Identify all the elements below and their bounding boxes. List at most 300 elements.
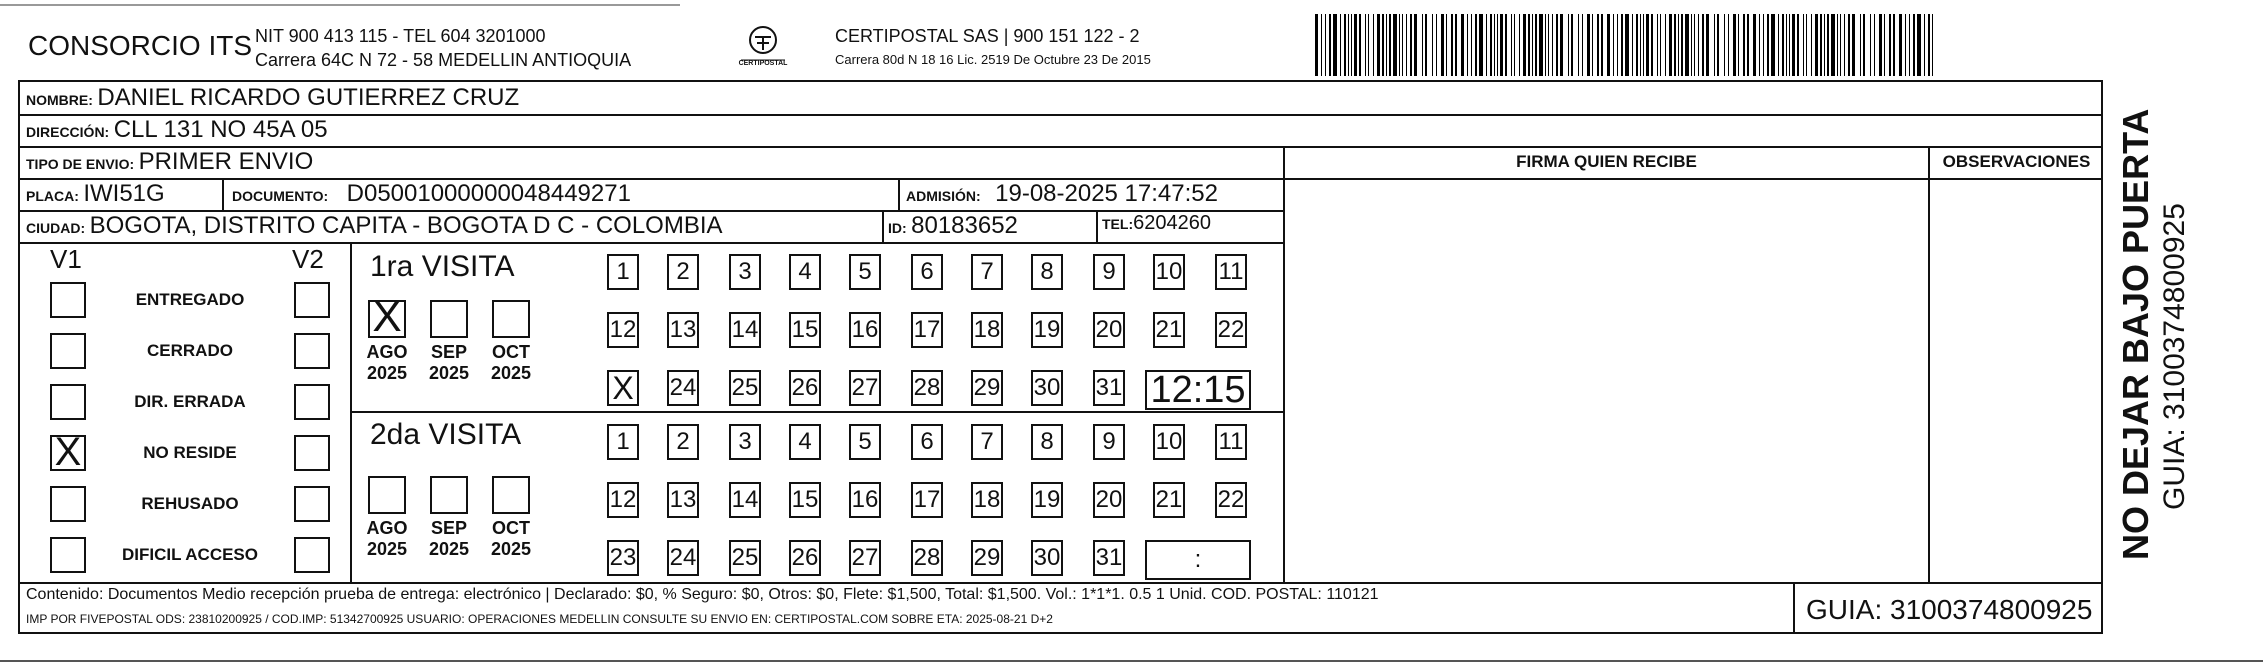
barcode-bar — [1389, 14, 1391, 76]
barcode-bar — [1321, 14, 1322, 76]
barcode-bar — [1685, 14, 1689, 76]
barcode-bar — [1913, 14, 1915, 76]
second-visit-month-sep[interactable] — [430, 476, 468, 514]
second-visit-day[interactable]: 17 — [911, 482, 943, 518]
barcode-bar — [1640, 14, 1641, 76]
barcode-bar — [1852, 14, 1855, 76]
first-visit-time[interactable]: 12:15 — [1145, 370, 1251, 410]
carrier-line-2: Carrera 80d N 18 16 Lic. 2519 De Octubre 23 De 2015 — [835, 52, 1151, 67]
first-visit-day[interactable]: 15 — [789, 312, 821, 348]
first-visit-day[interactable]: 25 — [729, 370, 761, 406]
first-visit-day[interactable]: 19 — [1031, 312, 1063, 348]
second-visit-day[interactable]: 3 — [729, 424, 761, 460]
barcode-bar — [1582, 14, 1583, 76]
tel-label: TEL: — [1102, 216, 1134, 232]
barcode-bar — [1348, 14, 1349, 76]
second-visit-day[interactable]: 16 — [849, 482, 881, 518]
direccion-label: DIRECCIÓN: — [26, 124, 110, 140]
barcode-bar — [1636, 14, 1638, 76]
barcode-bar — [1568, 14, 1569, 76]
v2-checkbox-entregado[interactable] — [294, 282, 330, 318]
barcode-bar — [1514, 14, 1515, 76]
status-label-entregado: ENTREGADO — [135, 290, 245, 309]
barcode-bar — [1893, 14, 1895, 76]
barcode-bar — [1560, 14, 1563, 76]
second-visit-day[interactable]: 12 — [607, 482, 639, 518]
barcode-bar — [1917, 14, 1921, 76]
first-visit-day[interactable]: 13 — [667, 312, 699, 348]
barcode-bar — [1535, 14, 1537, 76]
v1-checkbox-no-reside[interactable] — [50, 430, 86, 474]
tipo-envio-value: PRIMER ENVIO — [138, 148, 314, 175]
direccion-value: CLL 131 NO 45A 05 — [113, 116, 328, 143]
first-visit-year-label: 2025 — [366, 363, 408, 383]
barcode-bar — [1578, 14, 1579, 76]
barcode-bar — [1870, 14, 1871, 76]
barcode-bar — [1432, 14, 1433, 76]
status-label-no-reside: NO RESIDE — [143, 443, 237, 462]
carrier-line-1: CERTIPOSTAL SAS | 900 151 122 - 2 — [835, 26, 1140, 46]
barcode-bar — [1625, 14, 1629, 76]
barcode-bar — [1436, 14, 1437, 76]
barcode-bar — [1863, 14, 1865, 76]
first-visit-day[interactable]: 21 — [1153, 312, 1185, 348]
footer-line-1: Contenido: Documentos Medio recepción prueba de entrega: electrónico | Declarado: $0, % Seguro: $0, Otros: $0, Flete: $1,500, Total: $1,500. Vol.: 1*1*1. 0.5 1 Unid. COD. POSTAL: 110121 — [26, 586, 1379, 603]
second-visit-month-ago[interactable] — [368, 476, 406, 514]
first-visit-day[interactable]: 3 — [729, 254, 761, 290]
second-visit-month-label: SEP — [430, 518, 468, 538]
barcode-bar — [1621, 14, 1623, 76]
barcode-bar — [1532, 14, 1533, 76]
documento-label: DOCUMENTO: — [232, 188, 329, 204]
second-visit-time[interactable]: : — [1145, 540, 1251, 580]
first-visit-day[interactable]: 6 — [911, 254, 943, 290]
barcode-bar — [1329, 14, 1331, 76]
barcode-bar — [1792, 14, 1795, 76]
barcode-bar — [1803, 14, 1804, 76]
v2-header: V2 — [292, 244, 324, 274]
barcode-bar — [1782, 14, 1784, 76]
first-visit-day[interactable]: 11 — [1215, 254, 1247, 290]
first-visit-day[interactable]: 16 — [849, 312, 881, 348]
barcode-bar — [1844, 14, 1845, 76]
second-visit-day[interactable]: 13 — [667, 482, 699, 518]
second-visit-month-oct[interactable] — [492, 476, 530, 514]
barcode-bar — [1657, 14, 1658, 76]
barcode-bar — [1467, 14, 1468, 76]
first-visit-day[interactable]: 24 — [667, 370, 699, 406]
barcode-bar — [1789, 14, 1790, 76]
barcode-bar — [1932, 14, 1933, 76]
company-line-2: Carrera 64C N 72 - 58 MEDELLIN ANTIOQUIA — [255, 50, 632, 70]
second-visit-day[interactable]: 18 — [971, 482, 1003, 518]
barcode-bar — [1494, 14, 1495, 76]
admision-divider — [898, 178, 900, 210]
v2-checkbox-dir-errada[interactable] — [294, 384, 330, 420]
first-visit-day[interactable]: 4 — [789, 254, 821, 290]
first-visit-day[interactable]: 31 — [1093, 370, 1125, 406]
barcode-bar — [1393, 14, 1397, 76]
first-visit-day[interactable]: X — [607, 370, 639, 406]
barcode-bar — [1425, 14, 1427, 76]
barcode-bar — [1497, 14, 1498, 76]
first-visit-day[interactable]: 2 — [667, 254, 699, 290]
barcode-bar — [1354, 14, 1357, 76]
first-visit-day[interactable]: 28 — [911, 370, 943, 406]
barcode-bar — [1763, 14, 1764, 76]
barcode-bar — [1714, 14, 1715, 76]
barcode-bar — [1706, 14, 1709, 76]
top-dash-line — [0, 4, 680, 6]
tel-value: 6204260 — [1133, 212, 1211, 234]
barcode-bar — [1410, 14, 1412, 76]
barcode-bar — [1344, 14, 1346, 76]
placa-divider — [222, 178, 224, 210]
barcode-bar — [1724, 14, 1725, 76]
barcode-bar — [1674, 14, 1676, 76]
first-visit-month-label: AGO — [366, 342, 408, 362]
status-label-rehusado: REHUSADO — [141, 494, 239, 513]
row-line-1 — [18, 114, 2103, 116]
barcode-bar — [1928, 14, 1930, 76]
side-text — [2114, 90, 2192, 560]
barcode-bar — [1325, 14, 1326, 76]
first-visit-title: 1ra VISITA — [370, 250, 515, 283]
barcode-bar — [1860, 14, 1861, 76]
first-visit-day[interactable]: 29 — [971, 370, 1003, 406]
first-visit-day[interactable]: 10 — [1153, 254, 1185, 290]
barcode-bar — [1461, 14, 1464, 76]
guia-barcode — [1315, 14, 1953, 76]
second-visit-day[interactable]: 20 — [1093, 482, 1125, 518]
second-visit-day[interactable]: 30 — [1031, 540, 1063, 576]
barcode-bar — [1884, 14, 1885, 76]
barcode-bar — [1365, 14, 1366, 76]
barcode-bar — [1315, 14, 1318, 76]
status-label-dir-errada: DIR. ERRADA — [134, 392, 246, 411]
second-visit-month-label: OCT — [492, 518, 530, 538]
first-visit-day[interactable]: 22 — [1215, 312, 1247, 348]
second-visit-title: 2da VISITA — [370, 418, 522, 451]
second-visit-day[interactable]: 6 — [911, 424, 943, 460]
admision-label: ADMISIÓN: — [906, 188, 981, 204]
barcode-bar — [1728, 14, 1729, 76]
visit-divider — [350, 411, 1283, 413]
v1-mark: X — [54, 430, 82, 474]
first-visit-day[interactable]: 14 — [729, 312, 761, 348]
second-visit-month-label: AGO — [366, 518, 408, 538]
side-guia: GUIA: 3100374800925 — [2158, 203, 2191, 510]
barcode-bar — [1651, 14, 1653, 76]
tipo-envio-row — [26, 148, 313, 176]
barcode-bar — [1694, 14, 1695, 76]
barcode-bar — [1702, 14, 1704, 76]
status-label-dificil-acceso: DIFICIL ACCESO — [121, 545, 258, 564]
second-visit-day[interactable]: 19 — [1031, 482, 1063, 518]
barcode-bar — [1717, 14, 1719, 76]
ciudad-value: BOGOTA, DISTRITO CAPITA - BOGOTA D C - COLOMBIA — [89, 212, 723, 239]
barcode-bar — [1511, 14, 1512, 76]
barcode-bar — [1377, 14, 1380, 76]
barcode-bar — [1500, 14, 1503, 76]
second-visit-year-label: 2025 — [490, 539, 532, 559]
observaciones-left-border — [1928, 146, 1930, 582]
barcode-bar — [1646, 14, 1649, 76]
v1-checkbox-cerrado[interactable] — [50, 333, 86, 369]
barcode-bar — [1446, 14, 1447, 76]
first-visit-day[interactable]: 27 — [849, 370, 881, 406]
status-label-cerrado: CERRADO — [147, 341, 233, 360]
barcode-bar — [1587, 14, 1590, 76]
second-visit-year-label: 2025 — [428, 539, 470, 559]
first-visit-year-label: 2025 — [428, 363, 470, 383]
barcode-bar — [1643, 14, 1644, 76]
second-visit-day[interactable]: 2 — [667, 424, 699, 460]
barcode-bar — [1597, 14, 1599, 76]
v2-checkbox-no-reside[interactable] — [294, 435, 330, 471]
v1-checkbox-dificil-acceso[interactable] — [50, 537, 86, 573]
second-visit-day[interactable]: 5 — [849, 424, 881, 460]
nombre-value: DANIEL RICARDO GUTIERREZ CRUZ — [97, 84, 520, 111]
ciudad-label: CIUDAD: — [26, 220, 86, 236]
documento-row — [232, 180, 631, 208]
barcode-bar — [1519, 14, 1520, 76]
barcode-bar — [1607, 14, 1610, 76]
first-visit-year-label: 2025 — [490, 363, 532, 383]
direccion-row — [26, 116, 328, 144]
first-visit-month-sep[interactable] — [430, 300, 468, 338]
first-visit-month-ago[interactable] — [368, 292, 406, 341]
tipo-envio-label: TIPO DE ENVIO: — [26, 156, 135, 172]
second-visit-day[interactable]: 23 — [607, 540, 639, 576]
barcode-bar — [1899, 14, 1902, 76]
documento-value: D05001000000048449271 — [346, 180, 631, 207]
observaciones-header: OBSERVACIONES — [1942, 152, 2091, 171]
barcode-bar — [1373, 14, 1374, 76]
second-visit-day[interactable]: 15 — [789, 482, 821, 518]
barcode-bar — [1759, 14, 1760, 76]
barcode-bar — [1486, 14, 1487, 76]
barcode-bar — [1827, 14, 1829, 76]
barcode-bar — [1806, 14, 1807, 76]
company-line-1: NIT 900 413 115 - TEL 604 3201000 — [255, 26, 546, 46]
second-visit-day[interactable]: 10 — [1153, 424, 1185, 460]
second-visit-day[interactable]: 21 — [1153, 482, 1185, 518]
barcode-bar — [1698, 14, 1699, 76]
second-visit-day[interactable]: 26 — [789, 540, 821, 576]
barcode-bar — [1678, 14, 1679, 76]
barcode-bar — [1778, 14, 1779, 76]
first-visit-month-label: OCT — [492, 342, 530, 362]
nombre-row — [26, 84, 519, 112]
barcode-bar — [1617, 14, 1618, 76]
certipostal-logo — [733, 24, 793, 74]
barcode-bar — [1874, 14, 1875, 76]
barcode-bar — [1545, 14, 1546, 76]
barcode-bar — [1471, 14, 1472, 76]
barcode-bar — [1548, 14, 1549, 76]
barcode-bar — [1399, 14, 1400, 76]
barcode-bar — [1523, 14, 1526, 76]
row-line-5 — [18, 242, 1283, 244]
barcode-bar — [1909, 14, 1910, 76]
barcode-bar — [1386, 14, 1387, 76]
barcode-bar — [1811, 14, 1812, 76]
id-row — [888, 212, 1018, 240]
bottom-rule — [0, 660, 2263, 662]
first-visit-day[interactable]: 12 — [607, 312, 639, 348]
footer-guia: GUIA: 3100374800925 — [1806, 594, 2093, 625]
second-visit-day[interactable]: 14 — [729, 482, 761, 518]
first-visit-day[interactable]: 9 — [1093, 254, 1125, 290]
first-visit-day[interactable]: 30 — [1031, 370, 1063, 406]
barcode-bar — [1451, 14, 1453, 76]
barcode-bar — [1831, 14, 1835, 76]
barcode-bar — [1475, 14, 1477, 76]
second-visit-day[interactable]: 25 — [729, 540, 761, 576]
id-value: 80183652 — [911, 212, 1018, 239]
barcode-bar — [1820, 14, 1822, 76]
barcode-bar — [1441, 14, 1444, 76]
second-visit-day[interactable]: 29 — [971, 540, 1003, 576]
barcode-bar — [1592, 14, 1593, 76]
second-visit-year-label: 2025 — [366, 539, 408, 559]
footer-line-2: IMP POR FIVEPOSTAL ODS: 23810200925 / COD.IMP: 51342700925 USUARIO: OPERACIONES MEDELLIN CONSULTE SU ENVIO EN: CERTIPOSTAL.COM SOBRE ETA: 2025-08-21 D+2 — [26, 612, 1053, 626]
barcode-bar — [1924, 14, 1925, 76]
barcode-bar — [1786, 14, 1787, 76]
logo-text: CERTIPOSTAL — [738, 60, 788, 67]
v2-checkbox-dificil-acceso[interactable] — [294, 537, 330, 573]
first-visit-day[interactable]: 8 — [1031, 254, 1063, 290]
barcode-bar — [1691, 14, 1692, 76]
barcode-bar — [1556, 14, 1558, 76]
barcode-bar — [1368, 14, 1369, 76]
barcode-bar — [1601, 14, 1603, 76]
v1-checkbox-entregado[interactable] — [50, 282, 86, 318]
barcode-bar — [1669, 14, 1672, 76]
id-label: ID: — [888, 220, 907, 236]
barcode-bar — [1905, 14, 1906, 76]
barcode-bar — [1767, 14, 1769, 76]
second-visit-day[interactable]: 9 — [1093, 424, 1125, 460]
firma-left-border — [1283, 146, 1285, 582]
first-visit-day[interactable]: 1 — [607, 254, 639, 290]
barcode-bar — [1840, 14, 1841, 76]
second-visit-day[interactable]: 7 — [971, 424, 1003, 460]
barcode-bar — [1848, 14, 1850, 76]
barcode-bar — [1351, 14, 1352, 76]
barcode-bar — [1681, 14, 1683, 76]
first-visit-day[interactable]: 17 — [911, 312, 943, 348]
company-name: CONSORCIO ITS — [28, 30, 253, 61]
barcode-bar — [1815, 14, 1818, 76]
barcode-bar — [1455, 14, 1457, 76]
barcode-bar — [1340, 14, 1341, 76]
placa-value: IWI51G — [83, 180, 165, 207]
v1-checkbox-rehusado[interactable] — [50, 486, 86, 522]
footer-line — [18, 582, 2103, 584]
barcode-bar — [1571, 14, 1573, 76]
barcode-bar — [1479, 14, 1483, 76]
second-visit-day[interactable]: 27 — [849, 540, 881, 576]
tel-row — [1102, 212, 1211, 235]
footer-guia-divider — [1793, 582, 1795, 634]
first-visit-day[interactable]: 20 — [1093, 312, 1125, 348]
v1-checkbox-dir-errada[interactable] — [50, 384, 86, 420]
v2-checkbox-cerrado[interactable] — [294, 333, 330, 369]
barcode-bar — [1359, 14, 1361, 76]
second-visit-day[interactable]: 28 — [911, 540, 943, 576]
placa-label: PLACA: — [26, 188, 79, 204]
barcode-bar — [1632, 14, 1633, 76]
admision-row — [906, 180, 1218, 208]
month-mark: X — [372, 292, 402, 341]
barcode-bar — [1665, 14, 1666, 76]
barcode-bar — [1824, 14, 1825, 76]
first-visit-day[interactable]: 18 — [971, 312, 1003, 348]
barcode-bar — [1753, 14, 1756, 76]
barcode-bar — [1797, 14, 1799, 76]
id-divider — [882, 210, 884, 242]
barcode-bar — [1879, 14, 1882, 76]
barcode-bar — [1382, 14, 1384, 76]
barcode-bar — [1505, 14, 1507, 76]
barcode-bar — [1402, 14, 1403, 76]
barcode-bar — [1333, 14, 1337, 76]
row-line-2 — [18, 146, 2103, 148]
first-visit-month-label: SEP — [430, 342, 468, 362]
v2-checkbox-rehusado[interactable] — [294, 486, 330, 522]
second-visit-day[interactable]: 4 — [789, 424, 821, 460]
placa-row — [26, 180, 165, 208]
first-visit-day[interactable]: 5 — [849, 254, 881, 290]
barcode-bar — [1733, 14, 1736, 76]
v1-header: V1 — [50, 244, 82, 274]
barcode-bar — [1539, 14, 1543, 76]
observaciones-header-line — [1283, 178, 2103, 180]
nombre-label: NOMBRE: — [26, 92, 93, 108]
admision-value: 19-08-2025 17:47:52 — [995, 180, 1218, 207]
second-visit-day[interactable]: 22 — [1215, 482, 1247, 518]
barcode-bar — [1771, 14, 1775, 76]
first-visit-day[interactable]: 7 — [971, 254, 1003, 290]
barcode-bar — [1660, 14, 1661, 76]
ciudad-row — [26, 212, 723, 240]
barcode-bar — [1414, 14, 1417, 76]
first-visit-day[interactable]: 26 — [789, 370, 821, 406]
second-visit-day[interactable]: 1 — [607, 424, 639, 460]
barcode-bar — [1747, 14, 1749, 76]
second-visit-day[interactable]: 8 — [1031, 424, 1063, 460]
barcode-bar — [1738, 14, 1739, 76]
barcode-bar — [1552, 14, 1553, 76]
barcode-bar — [1743, 14, 1745, 76]
barcode-bar — [1406, 14, 1407, 76]
firma-header: FIRMA QUIEN RECIBE — [1516, 152, 1697, 171]
barcode-bar — [1613, 14, 1614, 76]
second-visit-day[interactable]: 11 — [1215, 424, 1247, 460]
barcode-bar — [1422, 14, 1423, 76]
barcode-bar — [1528, 14, 1530, 76]
status-divider — [350, 242, 352, 582]
tel-divider — [1096, 210, 1098, 242]
barcode-bar — [1837, 14, 1838, 76]
no-dejar-bajo-puerta: NO DEJAR BAJO PUERTA — [2115, 108, 2156, 560]
barcode-bar — [1889, 14, 1891, 76]
first-visit-month-oct[interactable] — [492, 300, 530, 338]
second-visit-day[interactable]: 24 — [667, 540, 699, 576]
second-visit-day[interactable]: 31 — [1093, 540, 1125, 576]
